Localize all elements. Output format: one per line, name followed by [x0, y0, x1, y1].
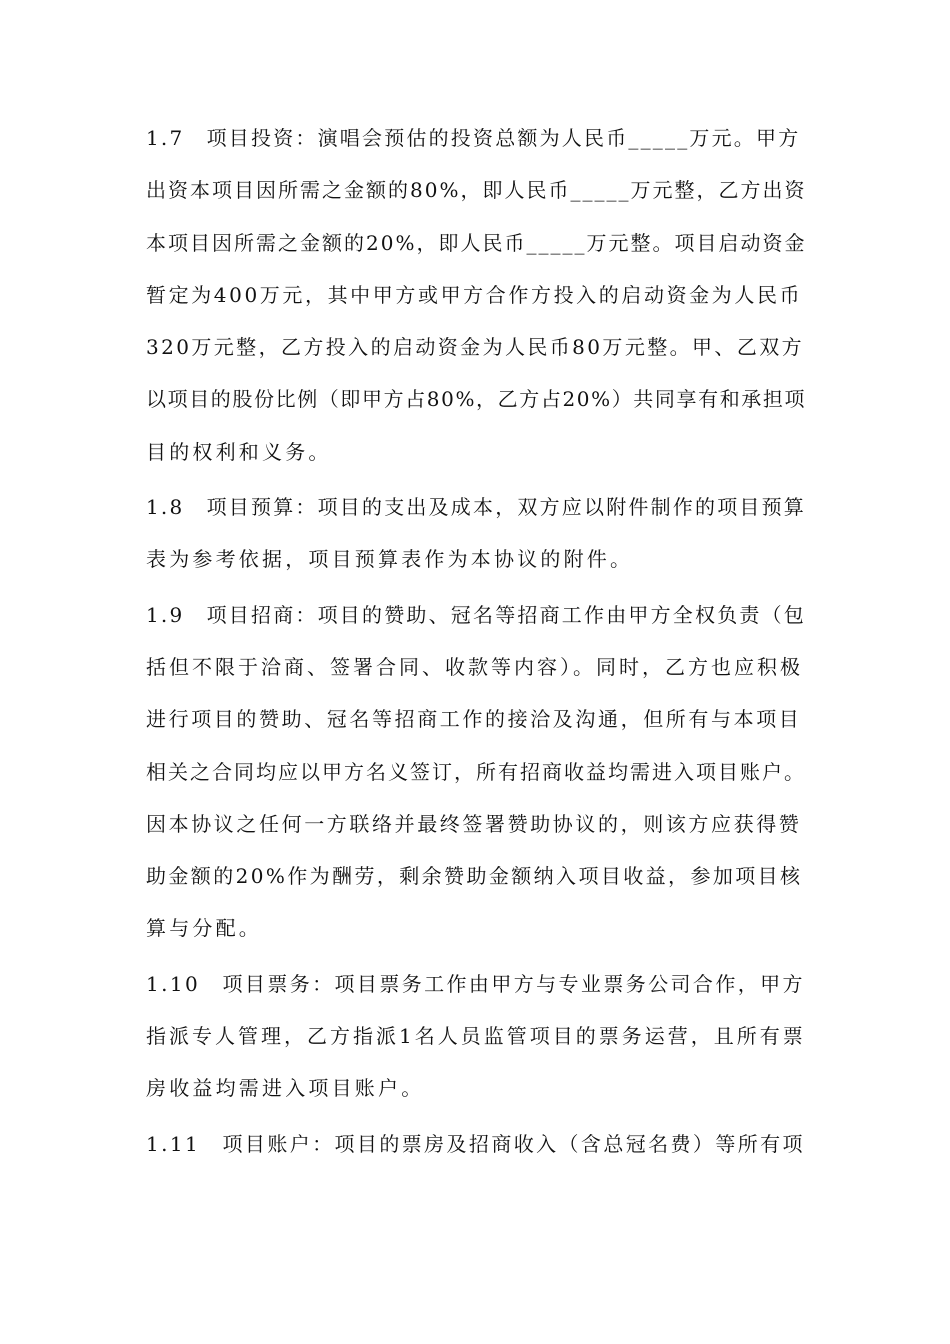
text-line: 算与分配。 [146, 916, 262, 941]
clause-1-11 [146, 1118, 806, 1170]
text-line: 1.10 项目票务：项目票务工作由甲方与专业票务公司合作，甲方 [146, 971, 805, 996]
text-line: 因本协议之任何一方联络并最终签署赞助协议的，则该方应获得赞 [146, 811, 802, 836]
text-line: 以项目的股份比例（即甲方占80%，乙方占20%）共同享有和承担项 [146, 387, 807, 412]
text-line: 目的权利和义务。 [146, 439, 332, 464]
text-line: 助金额的20%作为酬劳，剩余赞助金额纳入项目收益，参加项目核 [146, 864, 803, 889]
clause-1-7 [146, 112, 806, 478]
text-line: 相关之合同均应以甲方名义签订，所有招商收益均需进入项目账户。 [146, 759, 806, 784]
text-line: 320万元整，乙方投入的启动资金为人民币80万元整。甲、乙双方 [146, 335, 805, 360]
clause-1-10 [146, 958, 806, 1115]
text-line: 1.9 项目招商：项目的赞助、冠名等招商工作由甲方全权负责（包 [146, 602, 807, 627]
document-body [146, 112, 806, 1173]
clause-1-8 [146, 481, 806, 586]
clause-1-9 [146, 589, 806, 955]
text-line: 指派专人管理，乙方指派1名人员监管项目的票务运营，且所有票 [146, 1024, 806, 1049]
text-line: 1.7 项目投资：演唱会预估的投资总额为人民币_____万元。甲方 [146, 126, 801, 150]
text-line: 1.11 项目账户：项目的票房及招商收入（含总冠名费）等所有项 [146, 1131, 805, 1156]
text-line: 本项目因所需之金额的20%，即人民币_____万元整。项目启动资金 [146, 230, 807, 255]
text-line: 出资本项目因所需之金额的80%，即人民币_____万元整，乙方出资 [146, 178, 807, 203]
text-line: 括但不限于洽商、签署合同、收款等内容）。同时，乙方也应积极 [146, 654, 803, 679]
text-line: 房收益均需进入项目账户。 [146, 1076, 425, 1101]
text-line: 暂定为400万元，其中甲方或甲方合作方投入的启动资金为人民币 [146, 282, 803, 307]
text-line: 1.8 项目预算：项目的支出及成本，双方应以附件制作的项目预算 [146, 495, 807, 520]
text-line: 进行项目的赞助、冠名等招商工作的接洽及沟通，但所有与本项目 [146, 707, 802, 732]
text-line: 表为参考依据，项目预算表作为本协议的附件。 [146, 547, 634, 572]
